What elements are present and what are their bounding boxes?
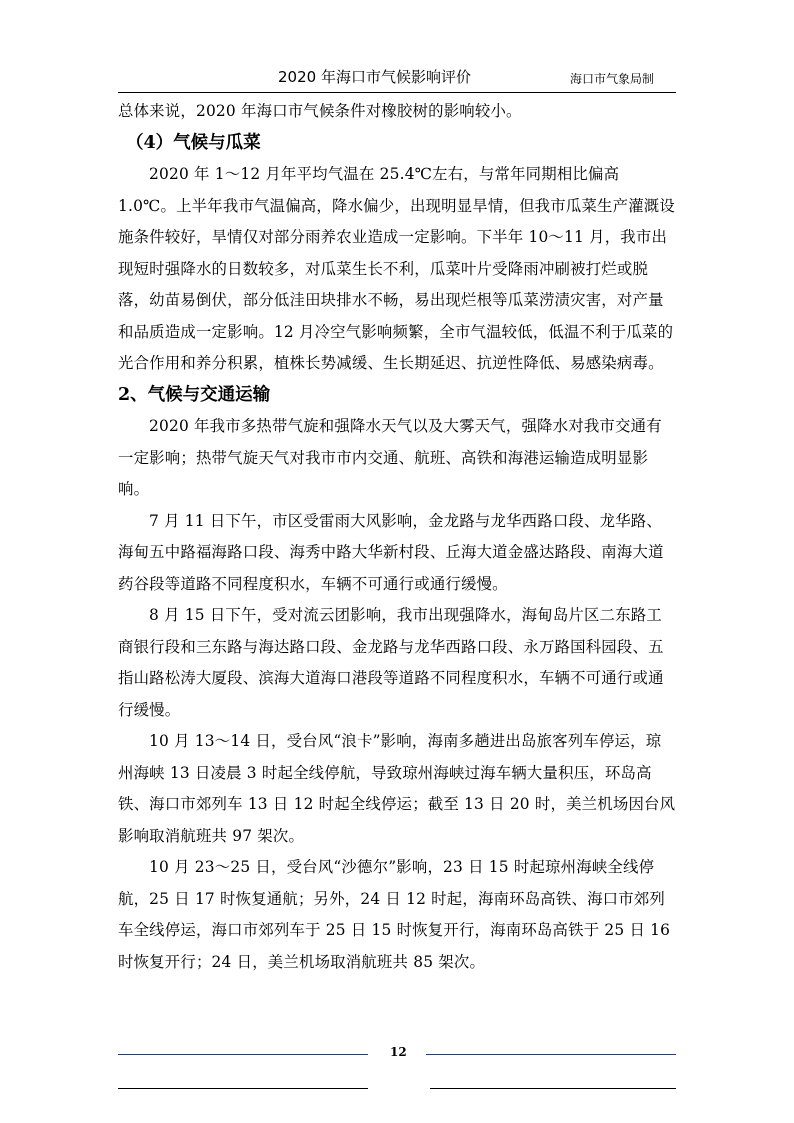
header-divider	[118, 92, 676, 93]
footer-divider-right	[426, 1054, 676, 1055]
traffic-paragraph-2: 7 月 11 日下午，市区受雷雨大风影响，金龙路与龙华西路口段、龙华路、海甸五中路福海路口段、海秀中路大华新村段、丘海大道金盛达路段、南海大道药谷段等道路不同程度积水，车辆不可通行或通行缓慢。	[118, 511, 664, 593]
header-title: 2020 年海口市气候影响评价	[278, 68, 471, 86]
page-number: 12	[390, 1045, 407, 1059]
page-footer	[118, 1045, 676, 1065]
section-heading-melon: （4）气候与瓜菜	[126, 132, 261, 153]
header-org: 海口市气象局制	[569, 72, 654, 86]
footer-bottom-rule-right	[430, 1088, 676, 1089]
section-heading-traffic: 2、气候与交通运输	[118, 384, 271, 405]
intro-paragraph: 总体来说，2020 年海口市气候条件对橡胶树的影响较小。	[118, 102, 522, 120]
melon-paragraph: 2020 年 1～12 月年平均气温在 25.4℃左右，与常年同期相比偏高 1.0℃。上半年我市气温偏高，降水偏少，出现明显旱情，但我市瓜菜生产灌溉设施条件较好，旱情仅对部分雨养农业造成一定影响。下半年 10～11 月，我市出现短时强降水的日数较多，对瓜菜生长不利，瓜菜叶片受降雨冲刷被打烂或脱落，幼苗易倒伏，部分低洼田块排水不畅，易出现烂根等瓜菜涝渍灾害，对产量和品质造成一定影响。12 月冷空气影响频繁，全市气温较低，低温不利于瓜菜的光合作用和养分积累，植株长势减缓、生长期延迟、抗逆性降低、易感染病毒。	[118, 165, 675, 372]
traffic-paragraph-4: 10 月 13～14 日，受台风“浪卡”影响，海南多趟进出岛旅客列车停运，琼州海峡 13 日凌晨 3 时起全线停航，导致琼州海峡过海车辆大量积压，环岛高铁、海口市郊列车 13 日 12 时起全线停运；截至 13 日 20 时，美兰机场因台风影响取消航班共 97 架次。	[118, 732, 676, 845]
traffic-paragraph-3: 8 月 15 日下午，受对流云团影响，我市出现强降水，海甸岛片区二东路工商银行段和三东路与海达路口段、金龙路与龙华西路口段、永万路国科园段、五指山路松涛大厦段、滨海大道海口港段等道路不同程度积水，车辆不可通行或通行缓慢。	[118, 606, 664, 719]
traffic-paragraph-1: 2020 年我市多热带气旋和强降水天气以及大雾天气，强降水对我市交通有一定影响；热带气旋天气对我市市内交通、航班、高铁和海港运输造成明显影响。	[118, 417, 662, 498]
traffic-paragraph-5: 10 月 23～25 日，受台风“沙德尔”影响，23 日 15 时起琼州海峡全线停航，25 日 17 时恢复通航；另外，24 日 12 时起，海南环岛高铁、海口市郊列车全线停运，海口市郊列车于 25 日 15 时恢复开行，海南环岛高铁于 25 日 16 时恢复开行；24 日，美兰机场取消航班共 85 架次。	[118, 858, 671, 971]
page-header	[118, 62, 676, 90]
footer-divider-left	[118, 1054, 368, 1055]
footer-bottom-rule-left	[118, 1088, 368, 1089]
document-body	[118, 96, 676, 978]
